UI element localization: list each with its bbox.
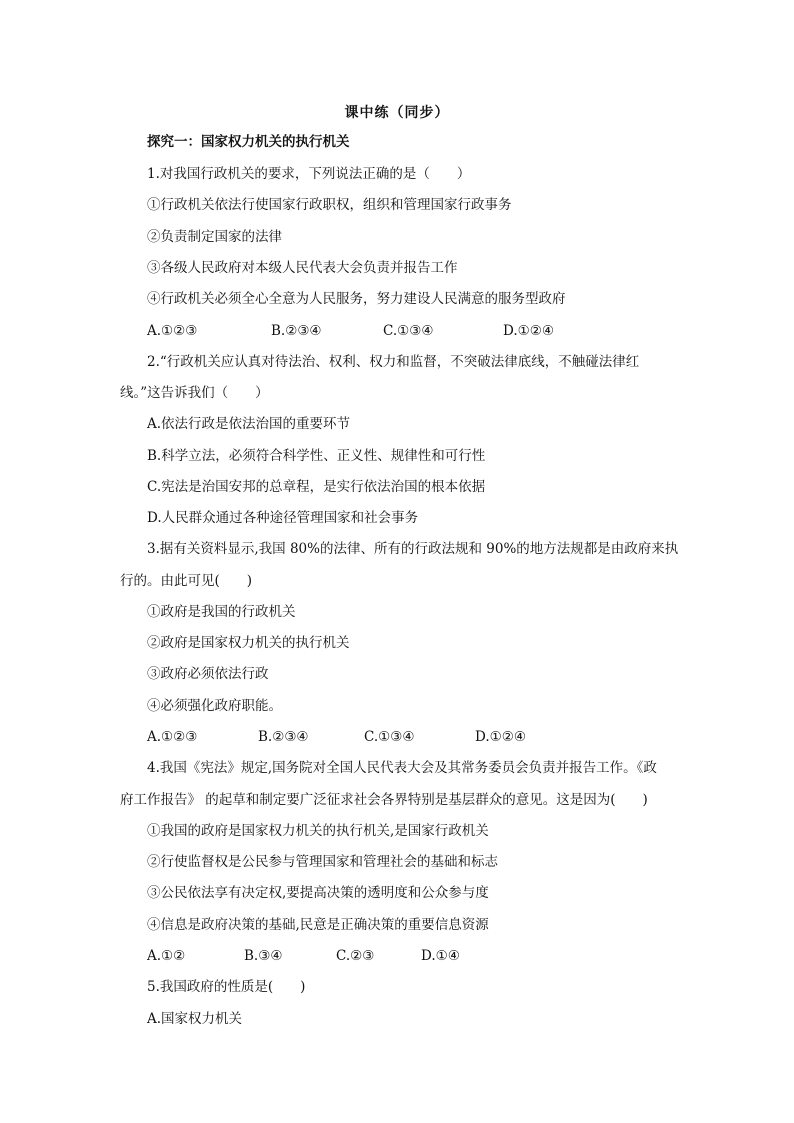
question-1-item: ④行政机关必须全心全意为人民服务，努力建设人民满意的服务型政府	[147, 291, 566, 307]
question-4-options	[147, 946, 460, 966]
question-3-item: ③政府必须依法行政	[147, 666, 269, 682]
question-3-options	[147, 727, 526, 747]
question-4-stem-continued: 府工作报告》 的起草和制定要广泛征求社会各界特别是基层群众的意见。这是因为( )	[120, 792, 648, 808]
option-a: A.①②③	[147, 729, 198, 745]
question-4-item: ③公民依法享有决定权,要提高决策的透明度和公众参与度	[147, 885, 489, 901]
question-1-stem: 1.对我国行政机关的要求，下列说法正确的是（ ）	[147, 166, 471, 182]
question-5-option-a: A.国家权力机关	[147, 1011, 243, 1027]
option-a: A.①②③	[147, 323, 198, 339]
question-2-option-a: A.依法行政是依法治国的重要环节	[147, 416, 351, 432]
option-c: C.①③④	[383, 323, 434, 339]
question-1-item: ③各级人民政府对本级人民代表大会负责并报告工作	[147, 260, 458, 276]
question-2-option-b: B.科学立法，必须符合科学性、正义性、规律性和可行性	[147, 448, 486, 464]
question-3-item: ①政府是我国的行政机关	[147, 604, 296, 620]
question-2-option-d: D.人民群众通过各种途径管理国家和社会事务	[147, 510, 419, 526]
question-1-options	[147, 321, 554, 341]
option-c: C.②③	[336, 948, 375, 964]
question-4-stem: 4.我国《宪法》规定,国务院对全国人民代表大会及其常务委员会负责并报告工作。《政	[147, 760, 657, 776]
question-2-stem-continued: 线。”这告诉我们（ ）	[120, 385, 269, 401]
option-a: A.①②	[147, 948, 186, 964]
question-4-item: ①我国的政府是国家权力机关的执行机关,是国家行政机关	[147, 823, 489, 839]
question-4-item: ④信息是政府决策的基础,民意是正确决策的重要信息资源	[147, 917, 489, 933]
section-heading: 探究一：国家权力机关的执行机关	[147, 134, 350, 150]
question-3-stem-continued: 行的。由此可见( )	[120, 573, 253, 589]
option-c: C.①③④	[364, 729, 415, 745]
question-1-item: ②负责制定国家的法律	[147, 229, 282, 245]
option-d: D.①②④	[503, 323, 554, 339]
question-5-stem: 5.我国政府的性质是( )	[147, 979, 306, 995]
question-2-option-c: C.宪法是治国安邦的总章程，是实行依法治国的根本依据	[147, 479, 486, 495]
question-3-item: ④必须强化政府职能。	[147, 698, 282, 714]
option-b: B.②③④	[258, 729, 309, 745]
question-2-stem: 2.“行政机关应认真对待法治、权利、权力和监督，不突破法律底线，不触碰法律红	[147, 354, 640, 370]
option-b: B.③④	[244, 948, 283, 964]
question-1-item: ①行政机关依法行使国家行政职权，组织和管理国家行政事务	[147, 197, 512, 213]
option-d: D.①④	[421, 948, 460, 964]
page-title: 课中练（同步）	[344, 105, 450, 121]
question-3-stem: 3.据有关资料显示,我国 80%的法律、所有的行政法规和 90%的地方法规都是由政府来执	[147, 541, 679, 557]
question-4-item: ②行使监督权是公民参与管理国家和管理社会的基础和标志	[147, 854, 498, 870]
option-b: B.②③④	[271, 323, 322, 339]
question-3-item: ②政府是国家权力机关的执行机关	[147, 635, 350, 651]
option-d: D.①②④	[475, 729, 526, 745]
